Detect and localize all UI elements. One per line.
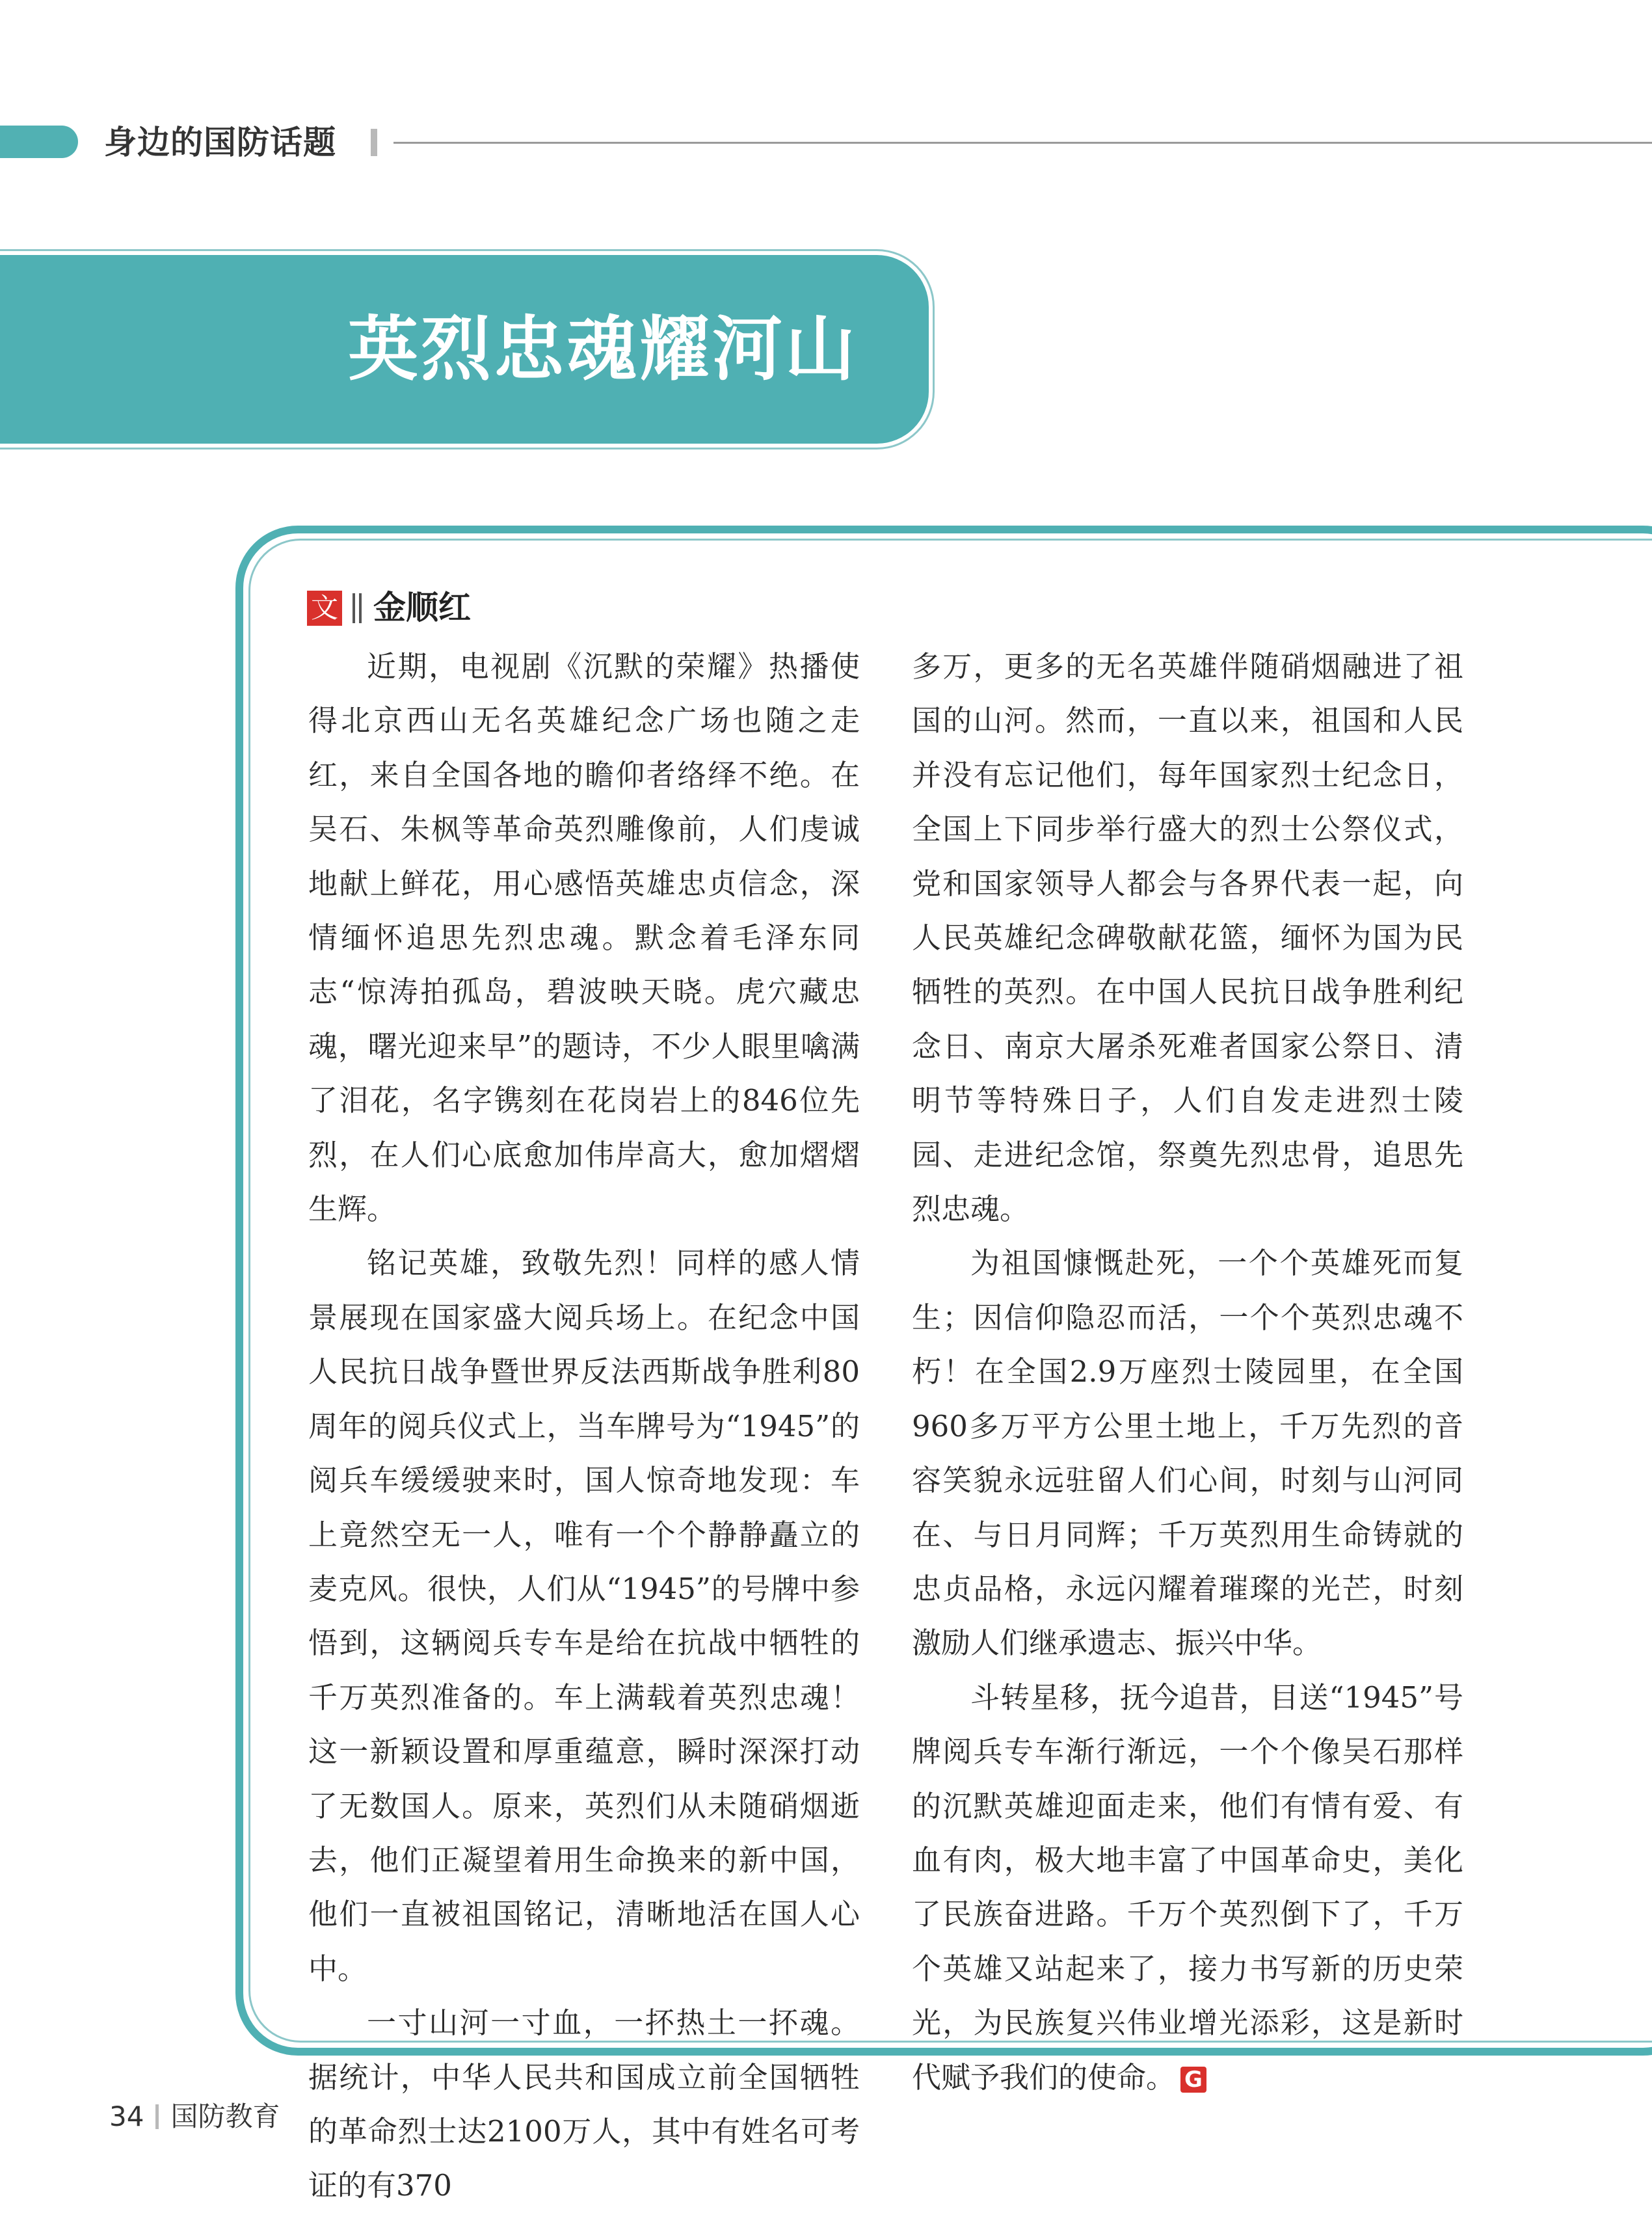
- footer-separator: [155, 2104, 159, 2129]
- byline-separator: [353, 593, 362, 623]
- section-separator: [371, 129, 377, 156]
- section-accent-bar: [0, 126, 78, 158]
- article-column-left: [308, 639, 860, 2213]
- end-mark-icon: G: [1180, 2067, 1206, 2093]
- page-footer: [109, 2099, 280, 2135]
- paragraph-text: 斗转星移，抚今追昔，目送“1945”号牌阅兵专车渐行渐远，一个个像吴石那样的沉默英雄迎面走来，他们有情有爱、有血有肉，极大地丰富了中国革命史，美化了民族奋进路。千万个英烈倒下了，千万个英雄又站起来了，接力书写新的历史荣光，为民族复兴伟业增光添彩，这是新时代赋予我们的使命。: [912, 1680, 1463, 2095]
- magazine-name: 国防教育: [170, 2100, 280, 2132]
- paragraph: 为祖国慷慨赴死，一个个英雄死而复生；因信仰隐忍而活，一个个英烈忠魂不朽！在全国2.9万座烈士陵园里，在全国960多万平方公里土地上，千万先烈的音容笑貌永远驻留人们心间，时刻与山河同在、与日月同辉；千万英烈用生命铸就的忠贞品格，永远闪耀着璀璨的光芒，时刻激励人们继承遗志、振兴中华。: [912, 1246, 1463, 1661]
- paragraph: 一寸山河一寸血，一抔热土一抔魂。据统计，中华人民共和国成立前全国牺牲的革命烈士达2100万人，其中有姓名可考证的有370: [308, 2005, 860, 2203]
- paragraph: [912, 1670, 1463, 2104]
- article-title: 英烈忠魂耀河山: [348, 309, 859, 390]
- paragraph: 近期，电视剧《沉默的荣耀》热播使得北京西山无名英雄纪念广场也随之走红，来自全国各地的瞻仰者络绎不绝。在吴石、朱枫等革命英烈雕像前，人们虔诚地献上鲜花，用心感悟英雄忠贞信念，深情缅怀追思先烈忠魂。默念着毛泽东同志“惊涛拍孤岛，碧波映天晓。虎穴藏忠魂，曙光迎来早”的题诗，不少人眼里噙满了泪花，名字镌刻在花岗岩上的846位先烈，在人们心底愈加伟岸高大，愈加熠熠生辉。: [308, 649, 860, 1227]
- page-number: 34: [109, 2100, 144, 2132]
- paragraph: 铭记英雄，致敬先烈！同样的感人情景展现在国家盛大阅兵场上。在纪念中国人民抗日战争暨世界反法西斯战争胜利80周年的阅兵仪式上，当车牌号为“1945”的阅兵车缓缓驶来时，国人惊奇地发现：车上竟然空无一人，唯有一个个静静矗立的麦克风。很快，人们从“1945”的号牌中参悟到，这辆阅兵专车是给在抗战中牺牲的千万英烈准备的。车上满载着英烈忠魂！这一新颖设置和厚重蕴意，瞬时深深打动了无数国人。原来，英烈们从未随硝烟逝去，他们正凝望着用生命换来的新中国，他们一直被祖国铭记，清晰地活在国人心中。: [308, 1246, 860, 1986]
- byline-mark: 文: [307, 591, 342, 626]
- section-title: 身边的国防话题: [104, 124, 336, 161]
- article-column-right: [912, 639, 1463, 2104]
- author-name: 金顺红: [373, 589, 471, 626]
- paragraph-continuation: 多万，更多的无名英雄伴随硝烟融进了祖国的山河。然而，一直以来，祖国和人民并没有忘记他们，每年国家烈士纪念日，全国上下同步举行盛大的烈士公祭仪式，党和国家领导人都会与各界代表一起，向人民英雄纪念碑敬献花篮，缅怀为国为民牺牲的英烈。在中国人民抗日战争胜利纪念日、南京大屠杀死难者国家公祭日、清明节等特殊日子，人们自发走进烈士陵园、走进纪念馆，祭奠先烈忠骨，追思先烈忠魂。: [912, 649, 1463, 1227]
- section-rule: [393, 142, 1652, 144]
